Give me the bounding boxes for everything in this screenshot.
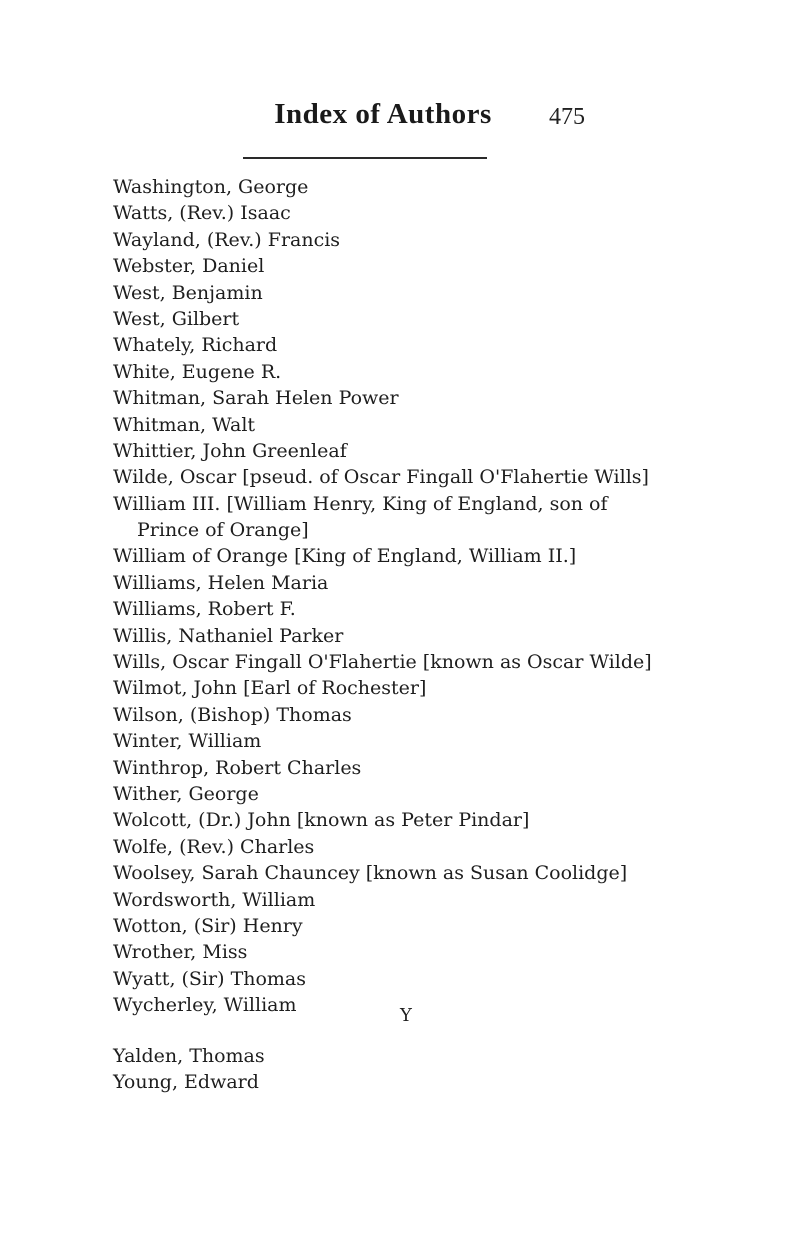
author-entry: Washington, George: [113, 176, 309, 198]
author-entry: Whitman, Walt: [113, 413, 256, 436]
author-entry: Wyatt, (Sir) Thomas: [113, 967, 307, 990]
section-letter-heading: Y: [400, 1005, 412, 1026]
author-entry: Winthrop, Robert Charles: [113, 756, 362, 779]
page-header: [0, 98, 800, 138]
author-entry: Wilmot, John [Earl of Rochester]: [113, 677, 427, 700]
author-entry: Young, Edward: [113, 1071, 259, 1094]
author-entry: Wither, George: [113, 782, 259, 805]
author-index-list-w: [113, 174, 652, 1019]
running-head-title: Index of Authors: [274, 98, 492, 130]
author-entry: Wrother, Miss: [113, 941, 248, 964]
author-entry: William III. [William Henry, King of England, son of: [113, 492, 608, 515]
author-entry: Yalden, Thomas: [113, 1045, 265, 1067]
author-entry: Wills, Oscar Fingall O'Flahertie [known as Oscar Wilde]: [113, 651, 652, 674]
author-entry: Wilson, (Bishop) Thomas: [113, 703, 352, 726]
author-entry: Wolcott, (Dr.) John [known as Peter Pindar]: [113, 809, 530, 832]
header-rule: [243, 157, 487, 159]
author-entry: West, Gilbert: [113, 307, 240, 330]
author-entry: Whately, Richard: [113, 334, 278, 357]
author-entry: Winter, William: [113, 730, 262, 753]
author-entry: Watts, (Rev.) Isaac: [113, 202, 291, 225]
author-entry-continuation: Prince of Orange]: [137, 519, 309, 542]
author-entry: Willis, Nathaniel Parker: [113, 624, 344, 647]
author-entry: Wycherley, William: [113, 994, 297, 1017]
author-entry: West, Benjamin: [113, 281, 263, 304]
author-entry: Wordsworth, William: [113, 888, 316, 911]
author-entry: William of Orange [King of England, William II.]: [113, 545, 577, 568]
author-entry: Whittier, John Greenleaf: [113, 439, 347, 462]
author-entry: Whitman, Sarah Helen Power: [113, 387, 399, 410]
author-entry: Woolsey, Sarah Chauncey [known as Susan Coolidge]: [113, 862, 628, 885]
author-entry: Wolfe, (Rev.) Charles: [113, 835, 315, 858]
author-entry: Williams, Robert F.: [113, 598, 296, 621]
author-entry: Wayland, (Rev.) Francis: [113, 228, 341, 251]
page-number: 475: [549, 104, 585, 130]
author-entry: White, Eugene R.: [113, 360, 282, 383]
author-index-list-y: [113, 1043, 643, 1096]
author-entry: Wilde, Oscar [pseud. of Oscar Fingall O'Flahertie Wills]: [113, 466, 649, 489]
author-entry: Williams, Helen Maria: [113, 571, 329, 594]
author-entry: Wotton, (Sir) Henry: [113, 914, 303, 937]
author-entry: Webster, Daniel: [113, 255, 265, 278]
